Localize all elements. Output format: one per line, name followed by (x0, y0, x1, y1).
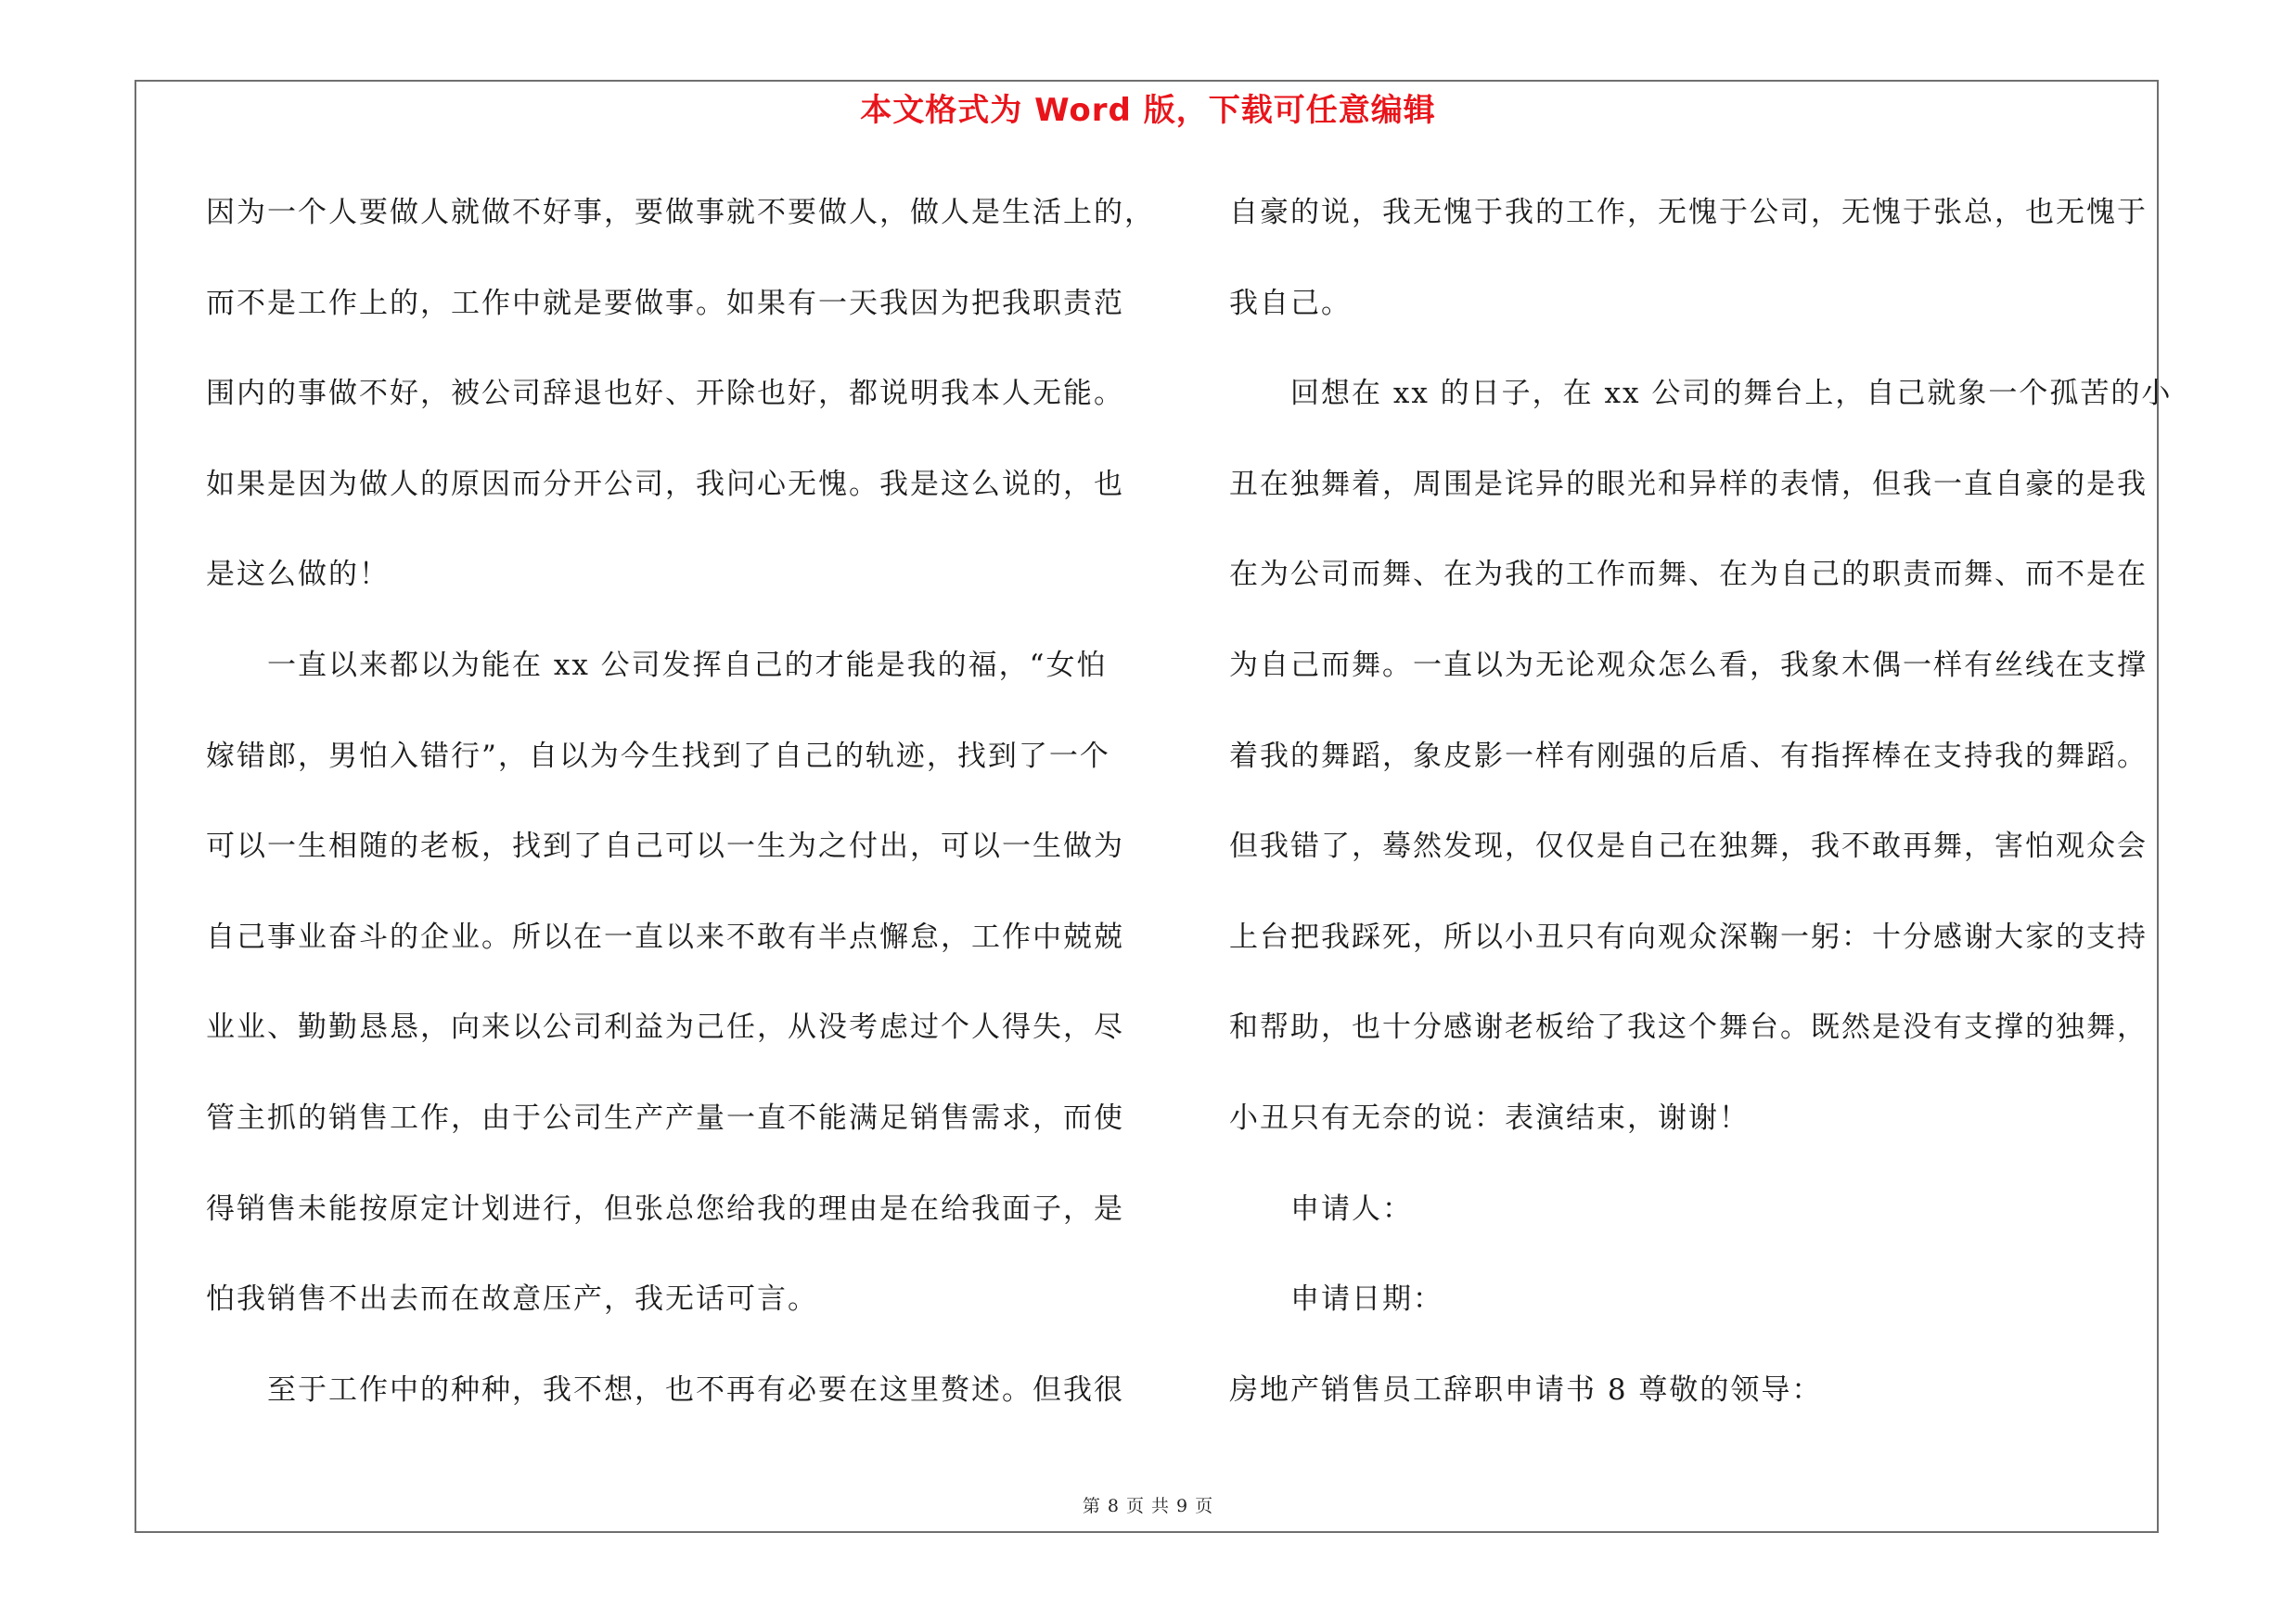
application-date-label: 申请日期： (1290, 1282, 1443, 1317)
text-line: 丑在独舞着，周围是诧异的眼光和异样的表情，但我一直自豪的是我 (1229, 467, 2148, 501)
text-line: 嫁错郎，男怕入错行”，自以为今生找到了自己的轨迹，找到了一个 (206, 739, 1110, 773)
text-line: 自己事业奋斗的企业。所以在一直以来不敢有半点懈怠，工作中兢兢 (206, 920, 1124, 954)
text-line: 小丑只有无奈的说：表演结束，谢谢！ (1229, 1101, 1750, 1135)
text-line: 一直以来都以为能在 xx 公司发挥自己的才能是我的福，“女怕 (267, 648, 1108, 682)
text-line: 但我错了，蓦然发现，仅仅是自己在独舞，我不敢再舞，害怕观众会 (1229, 830, 2148, 864)
text-line: 怕我销售不出去而在故意压产，我无话可言。 (206, 1282, 818, 1317)
text-line: 围内的事做不好，被公司辞退也好、开除也好，都说明我本人无能。 (206, 377, 1124, 411)
text-line: 我自己。 (1229, 286, 1352, 320)
text-line: 是这么做的！ (206, 558, 390, 592)
text-line: 为自己而舞。一直以为无论观众怎么看，我象木偶一样有丝线在支撑 (1229, 648, 2148, 682)
text-line: 自豪的说，我无愧于我的工作，无愧于公司，无愧于张总，也无愧于 (1229, 196, 2148, 229)
next-letter-heading: 房地产销售员工辞职申请书 8 尊敬的领导： (1229, 1372, 1823, 1407)
text-line: 至于工作中的种种，我不想，也不再有必要在这里赘述。但我很 (267, 1372, 1124, 1407)
text-line: 可以一生相随的老板，找到了自己可以一生为之付出，可以一生做为 (206, 830, 1124, 864)
text-line: 管主抓的销售工作，由于公司生产产量一直不能满足销售需求，而使 (206, 1101, 1124, 1135)
text-line: 上台把我踩死，所以小丑只有向观众深鞠一躬：十分感谢大家的支持 (1229, 920, 2148, 954)
text-line: 和帮助，也十分感谢老板给了我这个舞台。既然是没有支撑的独舞， (1229, 1011, 2148, 1045)
format-banner: 本文格式为 Word 版，下载可任意编辑 (860, 92, 1436, 129)
right-text-column (1229, 181, 2171, 1449)
text-line: 在为公司而舞、在为我的工作而舞、在为自己的职责而舞、而不是在 (1229, 558, 2148, 592)
text-line: 因为一个人要做人就做不好事，要做事就不要做人，做人是生活上的， (206, 196, 1155, 229)
text-line: 如果是因为做人的原因而分开公司，我问心无愧。我是这么说的，也 (206, 467, 1124, 501)
text-line: 回想在 xx 的日子，在 xx 公司的舞台上，自己就象一个孤苦的小 (1290, 377, 2173, 411)
text-line: 而不是工作上的，工作中就是要做事。如果有一天我因为把我职责范 (206, 286, 1124, 320)
applicant-label: 申请人： (1290, 1191, 1413, 1226)
text-line: 得销售未能按原定计划进行，但张总您给我的理由是在给我面子，是 (206, 1191, 1124, 1226)
page-number: 第 8 页 共 9 页 (1082, 1496, 1214, 1516)
text-line: 着我的舞蹈，象皮影一样有刚强的后盾、有指挥棒在支持我的舞蹈。 (1229, 739, 2148, 773)
left-text-column (206, 181, 1155, 1449)
text-line: 业业、勤勤恳恳，向来以公司利益为己任，从没考虑过个人得失，尽 (206, 1011, 1124, 1045)
